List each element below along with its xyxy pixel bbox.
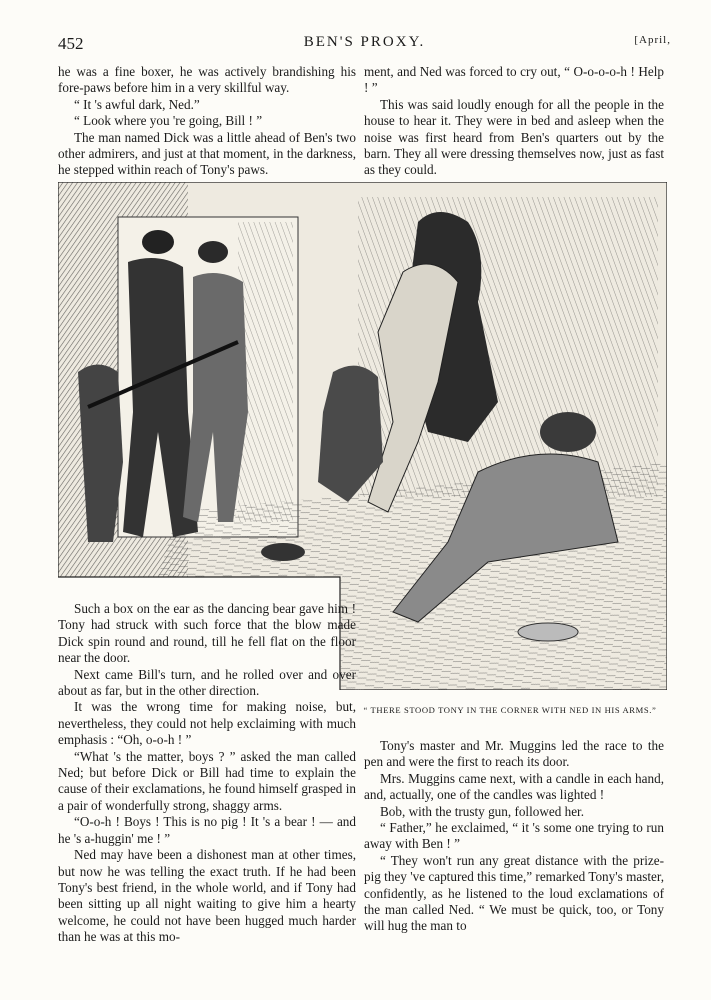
paragraph: Next came Bill's turn, and he rolled over and over about as far, but in the other direction. [58, 666, 356, 699]
column-top-left [58, 64, 356, 179]
paragraph: “O-o-h ! Boys ! This is no pig ! It 's a bear ! — and he 's a-huggin' me ! ” [58, 814, 356, 846]
paragraph: “ They won't run any great distance with the prize-pig they 've captured this time,” remarked Tony's master, confidently, as he listened to the loud exclamations of the man called Ned. “ We must be quick, too, or Tony will hug the man to [364, 852, 664, 934]
paragraph: Such a box on the ear as the dancing bear gave him ! Tony had struck with such force that the blow made Dick spin round and round, till he fell flat on the floor near the door. [58, 601, 356, 666]
column-bottom-right [364, 738, 664, 935]
column-bottom-left [58, 601, 356, 946]
figure-caption: “ THERE STOOD TONY IN THE CORNER WITH NED IN HIS ARMS.” [363, 705, 657, 715]
paragraph: Tony's master and Mr. Muggins led the race to the pen and were the first to reach its door. [364, 738, 664, 770]
paragraph: Bob, with the trusty gun, followed her. [380, 803, 585, 819]
paragraph: ment, and Ned was forced to cry out, “ O-o-o-o-h ! Help ! ” [364, 64, 664, 96]
issue-label: [April, [634, 34, 671, 46]
paragraph: It was the wrong time for making noise, but, nevertheless, they could not help exclaiming with much emphasis : “Oh, o-o-h ! ” [58, 699, 356, 748]
page-number: 452 [58, 34, 84, 53]
paragraph: Mrs. Muggins came next, with a candle in each hand, and, actually, one of the candles was lighted ! [364, 770, 664, 803]
paragraph: Ned may have been a dishonest man at other times, but now he was telling the exact truth. If he had been Tony's best friend, in the whole world, and if Tony had been sitting up all night waiting to give him a hearty welcome, he could not have been hugged much harder than he was at this mo- [58, 847, 356, 945]
paragraph: “ Father,” he exclaimed, “ it 's some one trying to run away with Ben ! ” [364, 820, 664, 852]
paragraph: “ It 's awful dark, Ned.” [74, 96, 200, 112]
running-title: BEN'S PROXY. [303, 34, 426, 50]
page-header [58, 34, 671, 54]
paragraph: “What 's the matter, boys ? ” asked the man called Ned; but before Dick or Bill had time to explain the cause of their exclamations, he found himself grasped in a pair of wonderfully strong, shaggy arms. [58, 748, 356, 813]
paragraph: he was a fine boxer, he was actively brandishing his fore-paws before him in a very skillful way. [58, 64, 356, 96]
paragraph: The man named Dick was a little ahead of Ben's two other admirers, and just at that moment, in the darkness, he stepped within reach of Tony's paws. [58, 129, 356, 178]
paragraph: This was said loudly enough for all the people in the house to hear it. They were in bed and asleep when the noise was first heard from Ben's quarters out by the barn. They all were dressing themselves now, just as fast as they could. [364, 96, 664, 178]
column-top-right [364, 64, 664, 179]
paragraph: “ Look where you 're going, Bill ! ” [74, 113, 263, 129]
